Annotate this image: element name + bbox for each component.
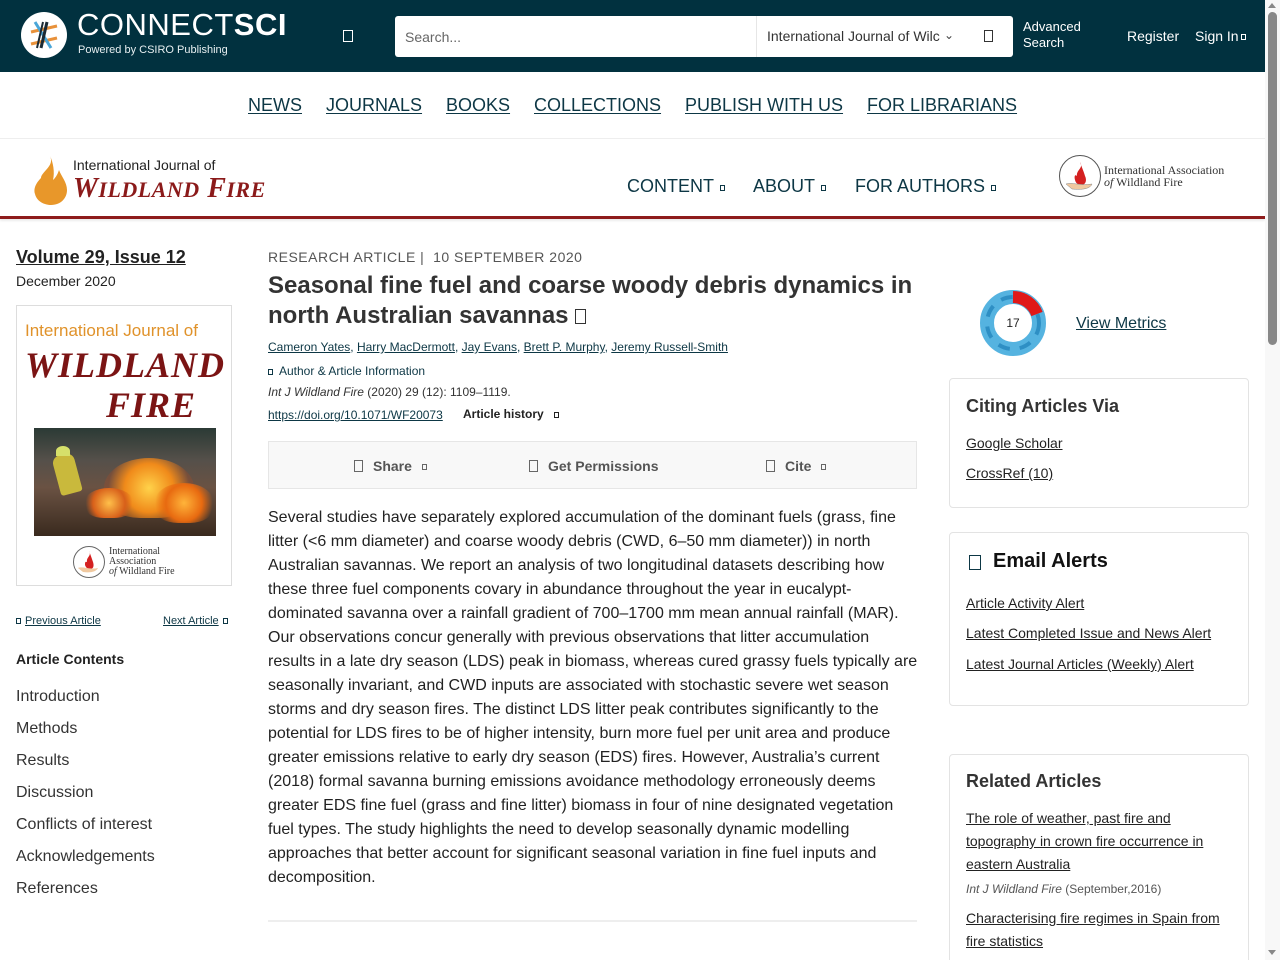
nav-publish-with-us[interactable]: PUBLISH WITH US [685,95,844,115]
share-icon [354,460,363,472]
quote-icon [766,460,775,472]
citation-line: Int J Wildland Fire (2020) 29 (12): 1109–1119. [268,385,511,399]
advanced-search-link[interactable]: Advanced Search [1023,19,1081,50]
issue-date: December 2020 [16,273,116,289]
nav-for-librarians[interactable]: FOR LIBRARIANS [867,95,1018,115]
crossref-link[interactable]: CrossRef (10) [966,465,1054,481]
main-navigation [0,72,1265,139]
site-header [0,0,1265,72]
journal-header [0,140,1265,219]
share-button[interactable]: Share [354,458,427,474]
iawf-seal-icon[interactable] [1059,155,1101,197]
article-title: Seasonal fine fuel and coarse woody debris dynamics in north Australian savannas [268,272,913,329]
toc-methods[interactable]: Methods [16,720,78,737]
toc-acknowledgements[interactable]: Acknowledgements [16,848,155,865]
expand-icon [268,369,273,375]
article-abstract: Several studies have separately explored accumulation of the dominant fuels (grass, fine litter (<6 mm diameter) and coarse woody debris (CWD, 6–50 mm diameter)) in north Australian savannas. We report an analysis of two longitudinal datasets describing how these three fuel components covary in abundance throughout the year in eucalypt-dominated savanna over a rainfall gradient of 700–1700 mm mean annual rainfall (MAR). Our observations concur generally with previous observations that litter accumulation results in a late dry season (LDS) peak in biomass, whereas cured grassy fuels typically are seasonally invariant, and CWD inputs are associated with stochastic severe wet season storms and dry season fires. The distinct LDS litter peak contributes significantly to the potential for LDS fires to be of higher intensity, burn more fuel per unit area and produce greater emissions relative to early dry season (EDS) fires. However, Australia’s current (2018) formal savanna burning emissions avoidance methodology erroneously deems greater EDS fine fuel (grass and fine litter) biomass in four of nine designated vegetation fuel types. The study highlights the need to develop seasonally dynamic modelling approaches that better account for significant seasonal variation in fine fuel inputs and decomposition. [268,509,918,886]
connectsci-logo-icon[interactable] [21,12,67,58]
related-article-link[interactable]: Characterising fire regimes in Spain from fire statistics [966,910,1220,949]
widget-title: Related Articles [966,771,1102,791]
search-icon[interactable] [984,30,993,42]
toc-results[interactable]: Results [16,752,70,769]
dropdown-icon [720,185,725,191]
scroll-up-icon[interactable] [1268,3,1276,8]
bell-icon [969,555,981,570]
related-article-meta: Int J Wildland Fire (September,2016) [966,882,1162,896]
weekly-articles-alert-link[interactable]: Latest Journal Articles (Weekly) Alert [966,656,1194,672]
powered-by-text: Powered by CSIRO Publishing [78,44,228,56]
author-list: Cameron Yates, Harry MacDermott, Jay Evans, Brett P. Murphy, Jeremy Russell-Smith [268,340,728,354]
article-contents-heading: Article Contents [16,651,125,667]
next-article-link[interactable]: Next Article [163,615,232,627]
register-link[interactable]: Register [1127,28,1180,44]
toc-references[interactable]: References [16,880,98,897]
author-link[interactable]: Brett P. Murphy [523,340,605,354]
article-activity-alert-link[interactable]: Article Activity Alert [966,595,1085,611]
nav-news[interactable]: NEWS [248,95,302,115]
sign-in-link[interactable]: Sign In [1195,28,1246,44]
get-permissions-button[interactable]: Get Permissions [529,458,659,474]
latest-issue-alert-link[interactable]: Latest Completed Issue and News Alert [966,625,1212,641]
citing-articles-widget [949,378,1249,508]
open-access-icon [575,309,586,324]
author-link[interactable]: Cameron Yates [268,340,351,354]
view-metrics-link[interactable]: View Metrics [1076,315,1167,332]
cite-button[interactable]: Cite [766,458,826,474]
journal-nav-content[interactable]: CONTENT [627,176,725,197]
article-contents-list [16,686,155,910]
author-article-info-toggle[interactable]: Author & Article Information [268,364,425,378]
cover-photo [34,428,216,536]
toc-discussion[interactable]: Discussion [16,784,94,801]
scroll-thumb[interactable] [1268,12,1277,345]
issue-cover-image[interactable]: International Journal of WILDLAND FIRE International Association of Wildland Fire [16,305,232,586]
chevron-left-icon [16,618,21,624]
dropdown-icon [422,464,427,470]
toc-conflicts-of-interest[interactable]: Conflicts of interest [16,816,153,833]
connectsci-wordmark[interactable]: CONNECTSCI [77,7,287,42]
section-divider [268,920,917,922]
widget-title: Citing Articles Via [966,396,1120,416]
author-link[interactable]: Harry MacDermott [356,340,455,354]
related-articles-widget [949,754,1249,960]
menu-icon[interactable] [343,30,353,42]
email-alerts-widget [949,532,1249,706]
nav-books[interactable]: BOOKS [446,95,511,115]
caret-icon [1241,34,1246,40]
permissions-icon [529,460,538,472]
dropdown-icon [991,185,996,191]
doi-link[interactable]: https://doi.org/10.1071/WF20073 [268,408,443,422]
article-toolbar [268,441,917,489]
toc-introduction[interactable]: Introduction [16,688,100,705]
article-type-date: RESEARCH ARTICLE | 10 SEPTEMBER 2020 [268,249,583,265]
journal-title-small[interactable]: International Journal of [73,157,216,173]
altmetric-badge[interactable] [980,290,1046,361]
scroll-down-icon[interactable] [1268,950,1276,955]
flame-logo-icon[interactable] [31,154,69,206]
journal-nav-for-authors[interactable]: FOR AUTHORS [855,176,996,197]
search-input[interactable] [395,16,756,57]
nav-journals[interactable]: JOURNALS [326,95,423,115]
iawf-text[interactable]: International Association of Wildland Fire [1104,163,1225,189]
journal-title[interactable]: WILDLAND FIRE [73,173,266,204]
dropdown-icon [821,185,826,191]
chevron-down-icon: ⌄ [944,28,955,42]
chevron-right-icon [223,618,228,624]
journal-nav-about[interactable]: ABOUT [753,176,826,197]
nav-collections[interactable]: COLLECTIONS [534,95,662,115]
widget-title: Email Alerts [993,550,1108,572]
author-link[interactable]: Jay Evans [461,340,517,354]
previous-article-link[interactable]: Previous Article [16,615,101,627]
search-scope-select[interactable]: International Journal of Wilc ⌄ [756,16,974,57]
author-link[interactable]: Jeremy Russell-Smith [611,340,728,354]
issue-volume-link[interactable]: Volume 29, Issue 12 [16,247,186,267]
article-history-toggle[interactable]: Article history [463,407,559,421]
google-scholar-link[interactable]: Google Scholar [966,435,1063,451]
dropdown-icon [821,464,826,470]
search-bar [395,16,1013,57]
related-article-link[interactable]: The role of weather, past fire and topography in crown fire occurrence in eastern Australia [966,810,1204,872]
iawf-seal-icon [73,546,105,578]
dropdown-icon [554,412,559,418]
svg-text:17: 17 [1006,316,1020,330]
page-scrollbar[interactable] [1265,0,1280,960]
